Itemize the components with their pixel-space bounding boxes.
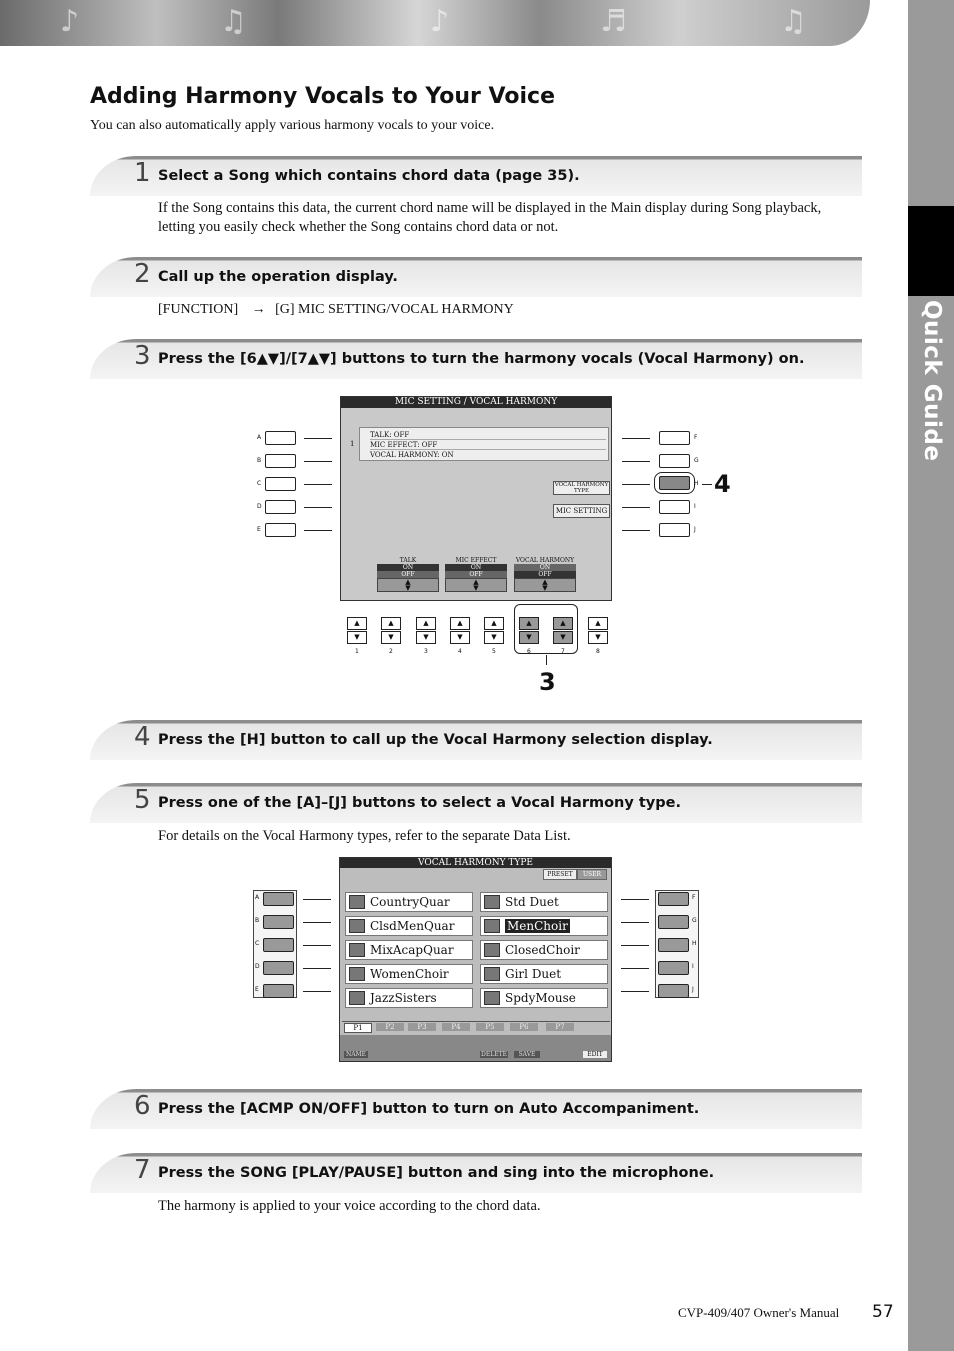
step-title: Press the [ACMP ON/OFF] button to turn on Auto Accompaniment.: [158, 1101, 700, 1117]
save-button[interactable]: SAVE: [514, 1051, 540, 1058]
function-button-label: [FUNCTION]: [158, 302, 239, 317]
step-1-header: [90, 156, 862, 196]
music-note-icon: ♫: [780, 4, 807, 39]
button-letter: C: [257, 480, 262, 487]
step-title: Press the SONG [PLAY/PAUSE] button and sing into the microphone.: [158, 1165, 715, 1181]
page-tab[interactable]: P6: [510, 1023, 538, 1031]
side-tab-label: Quick Guide: [919, 300, 945, 462]
vocal-harmony-type-screen: [339, 857, 612, 1062]
column-label: MIC EFFECT: [455, 557, 497, 564]
down-button-5[interactable]: ▼: [484, 631, 504, 644]
panel-button-b[interactable]: [263, 915, 294, 929]
step-number: 5: [134, 785, 151, 815]
voice-item-selected[interactable]: MenChoir: [480, 916, 608, 936]
button-number: 2: [389, 648, 393, 655]
down-button-4[interactable]: ▼: [450, 631, 470, 644]
step-2-header: [90, 257, 862, 297]
up-button-7[interactable]: ▲: [553, 617, 573, 630]
panel-button-c[interactable]: [265, 477, 296, 491]
up-down-arrow-icon: ▲ ▼: [445, 578, 507, 592]
voice-item[interactable]: CountryQuar: [345, 892, 473, 912]
panel-button-g[interactable]: [659, 454, 690, 468]
step-number: 6: [134, 1091, 151, 1121]
button-letter: E: [257, 526, 261, 533]
up-button-4[interactable]: ▲: [450, 617, 470, 630]
button-letter: J: [694, 526, 696, 533]
mic-setting-screen: [340, 396, 612, 601]
step-2-body: [158, 300, 514, 319]
edit-button[interactable]: EDIT: [583, 1051, 607, 1058]
voice-item[interactable]: ClsdMenQuar: [345, 916, 473, 936]
button-number: 4: [458, 648, 462, 655]
panel-button-e[interactable]: [263, 984, 294, 998]
up-down-arrow-icon: ▲ ▼: [514, 578, 576, 592]
button-letter: H: [692, 940, 697, 947]
off-option[interactable]: OFF: [377, 571, 439, 578]
up-button-6[interactable]: ▲: [519, 617, 539, 630]
up-button-2[interactable]: ▲: [381, 617, 401, 630]
button-letter: F: [694, 434, 698, 441]
preset-tab[interactable]: PRESET: [543, 869, 577, 880]
button-number: 1: [355, 648, 359, 655]
panel-button-g[interactable]: [658, 915, 689, 929]
intro-text: You can also automatically apply various harmony vocals to your voice.: [90, 118, 495, 133]
mic-effect-column: [445, 557, 507, 592]
button-letter: F: [692, 894, 696, 901]
side-tab-marker: [908, 206, 954, 296]
button-letter: G: [694, 457, 699, 464]
down-button-8[interactable]: ▼: [588, 631, 608, 644]
step-title: Press one of the [A]–[J] buttons to select a Vocal Harmony type.: [158, 795, 681, 811]
button-letter: D: [257, 503, 262, 510]
music-note-icon: ♪: [60, 4, 80, 39]
side-tab-bar: [908, 0, 954, 1351]
on-option[interactable]: ON: [514, 564, 576, 571]
panel-button-b[interactable]: [265, 454, 296, 468]
panel-button-h[interactable]: [659, 476, 690, 490]
off-option[interactable]: OFF: [445, 571, 507, 578]
singer-icon: [484, 991, 500, 1005]
step-5-body: For details on the Vocal Harmony types, refer to the separate Data List.: [158, 828, 571, 844]
panel-button-f[interactable]: [659, 431, 690, 445]
vocal-harmony-type-button[interactable]: VOCAL HARMONY TYPE: [554, 482, 609, 494]
button-letter: B: [257, 457, 262, 464]
button-number: 3: [424, 648, 428, 655]
step-number: 7: [134, 1155, 151, 1185]
button-letter: A: [257, 434, 262, 441]
page-tab[interactable]: P2: [376, 1023, 404, 1031]
panel-button-d[interactable]: [265, 500, 296, 514]
voice-item[interactable]: Girl Duet: [480, 964, 608, 984]
button-letter: B: [255, 917, 260, 924]
manual-name: CVP-409/407 Owner's Manual: [678, 1305, 840, 1320]
user-tab[interactable]: USER: [577, 869, 607, 880]
button-letter: H: [694, 480, 699, 487]
top-banner: [0, 0, 870, 46]
button-letter: D: [255, 963, 260, 970]
column-label: TALK: [399, 557, 417, 564]
screen-title: VOCAL HARMONY TYPE: [340, 858, 611, 868]
step-7-header: [90, 1153, 862, 1193]
down-button-2[interactable]: ▼: [381, 631, 401, 644]
step-number: 2: [134, 259, 151, 289]
step-number: 4: [134, 722, 151, 752]
list-item[interactable]: VOCAL HARMONY: ON: [370, 451, 454, 459]
page-tab[interactable]: P7: [546, 1023, 574, 1031]
up-button-8[interactable]: ▲: [588, 617, 608, 630]
page-tabs: [342, 1021, 610, 1033]
name-button[interactable]: NAME: [345, 1051, 367, 1058]
on-option[interactable]: ON: [445, 564, 507, 571]
button-letter: I: [692, 963, 694, 970]
up-button-1[interactable]: ▲: [347, 617, 367, 630]
column-label: VOCAL HARMONY: [515, 557, 575, 564]
up-button-5[interactable]: ▲: [484, 617, 504, 630]
voice-item[interactable]: ClosedChoir: [480, 940, 608, 960]
panel-button-f[interactable]: [658, 892, 689, 906]
page-title: Adding Harmony Vocals to Your Voice: [90, 84, 555, 109]
talk-column: [377, 557, 439, 592]
button-number: 6: [527, 648, 531, 655]
voice-item[interactable]: SpdyMouse: [480, 988, 608, 1008]
up-button-3[interactable]: ▲: [416, 617, 436, 630]
voice-item[interactable]: WomenChoir: [345, 964, 473, 984]
page-tab[interactable]: P1: [344, 1023, 372, 1033]
singer-icon: [484, 943, 500, 957]
panel-button-i[interactable]: [659, 500, 690, 514]
step-4-header: [90, 720, 862, 760]
music-note-icon: ♫: [220, 4, 247, 39]
singer-icon: [349, 919, 365, 933]
panel-button-d[interactable]: [263, 961, 294, 975]
screen-title: MIC SETTING / VOCAL HARMONY: [341, 397, 611, 408]
panel-button-i[interactable]: [658, 961, 689, 975]
panel-button-a[interactable]: [263, 892, 294, 906]
voice-item[interactable]: JazzSisters: [345, 988, 473, 1008]
page-number: 57: [872, 1302, 894, 1322]
callout-6-7: 3: [539, 668, 556, 696]
music-note-icon: ♪: [430, 4, 450, 39]
panel-button-j[interactable]: [659, 523, 690, 537]
list-index: 1: [350, 440, 355, 448]
panel-button-h[interactable]: [658, 938, 689, 952]
step-title: Press the [H] button to call up the Vocal Harmony selection display.: [158, 732, 713, 748]
singer-icon: [484, 895, 500, 909]
settings-list: [350, 427, 609, 461]
menu-path-label: [G] MIC SETTING/VOCAL HARMONY: [275, 302, 514, 317]
delete-button[interactable]: DELETE: [481, 1051, 507, 1058]
button-letter: G: [692, 917, 697, 924]
step-number: 3: [134, 341, 151, 371]
off-option[interactable]: OFF: [514, 571, 576, 578]
bottom-toolbar: [340, 1035, 611, 1061]
step-3-header: [90, 339, 862, 379]
button-letter: A: [255, 894, 260, 901]
button-number: 8: [596, 648, 600, 655]
music-note-icon: ♬: [600, 4, 627, 39]
page-tab[interactable]: P3: [408, 1023, 436, 1031]
voice-item[interactable]: Std Duet: [480, 892, 608, 912]
panel-button-e[interactable]: [265, 523, 296, 537]
button-number: 5: [492, 648, 496, 655]
callout-h: 4: [714, 470, 731, 498]
button-letter: J: [692, 986, 694, 993]
list-item[interactable]: MIC EFFECT: OFF: [370, 441, 606, 450]
step-7-body: The harmony is applied to your voice according to the chord data.: [158, 1198, 541, 1214]
step-number: 1: [134, 158, 151, 188]
down-button-7[interactable]: ▼: [553, 631, 573, 644]
panel-button-c[interactable]: [263, 938, 294, 952]
page-tab[interactable]: P4: [442, 1023, 470, 1031]
singer-icon: [484, 919, 500, 933]
on-option[interactable]: ON: [377, 564, 439, 571]
step-title: Select a Song which contains chord data (page 35).: [158, 168, 580, 184]
panel-button-j[interactable]: [658, 984, 689, 998]
mic-setting-button[interactable]: MIC SETTING: [553, 504, 610, 518]
button-letter: C: [255, 940, 260, 947]
singer-icon: [349, 895, 365, 909]
button-letter: I: [694, 503, 696, 510]
step-6-header: [90, 1089, 862, 1129]
singer-icon: [349, 967, 365, 981]
singer-icon: [349, 943, 365, 957]
arrow-icon: →: [251, 302, 266, 317]
button-letter: E: [255, 986, 259, 993]
panel-button-a[interactable]: [265, 431, 296, 445]
singer-icon: [349, 991, 365, 1005]
step-5-header: [90, 783, 862, 823]
button-number: 7: [561, 648, 565, 655]
up-down-arrow-icon: ▲ ▼: [377, 578, 439, 592]
step-1-body: If the Song contains this data, the current chord name will be displayed in the Main display during Song playback, letting you easily check whether the Song contains chord data or not.: [158, 200, 822, 235]
vocal-harmony-column: [514, 557, 576, 592]
step-title: Call up the operation display.: [158, 269, 398, 285]
page-tab[interactable]: P5: [476, 1023, 504, 1031]
voice-item[interactable]: MixAcapQuar: [345, 940, 473, 960]
step-title: Press the [6▲▼]/[7▲▼] buttons to turn the harmony vocals (Vocal Harmony) on.: [158, 351, 805, 367]
down-button-3[interactable]: ▼: [416, 631, 436, 644]
singer-icon: [484, 967, 500, 981]
down-button-6[interactable]: ▼: [519, 631, 539, 644]
list-item[interactable]: TALK: OFF: [370, 431, 606, 440]
down-button-1[interactable]: ▼: [347, 631, 367, 644]
